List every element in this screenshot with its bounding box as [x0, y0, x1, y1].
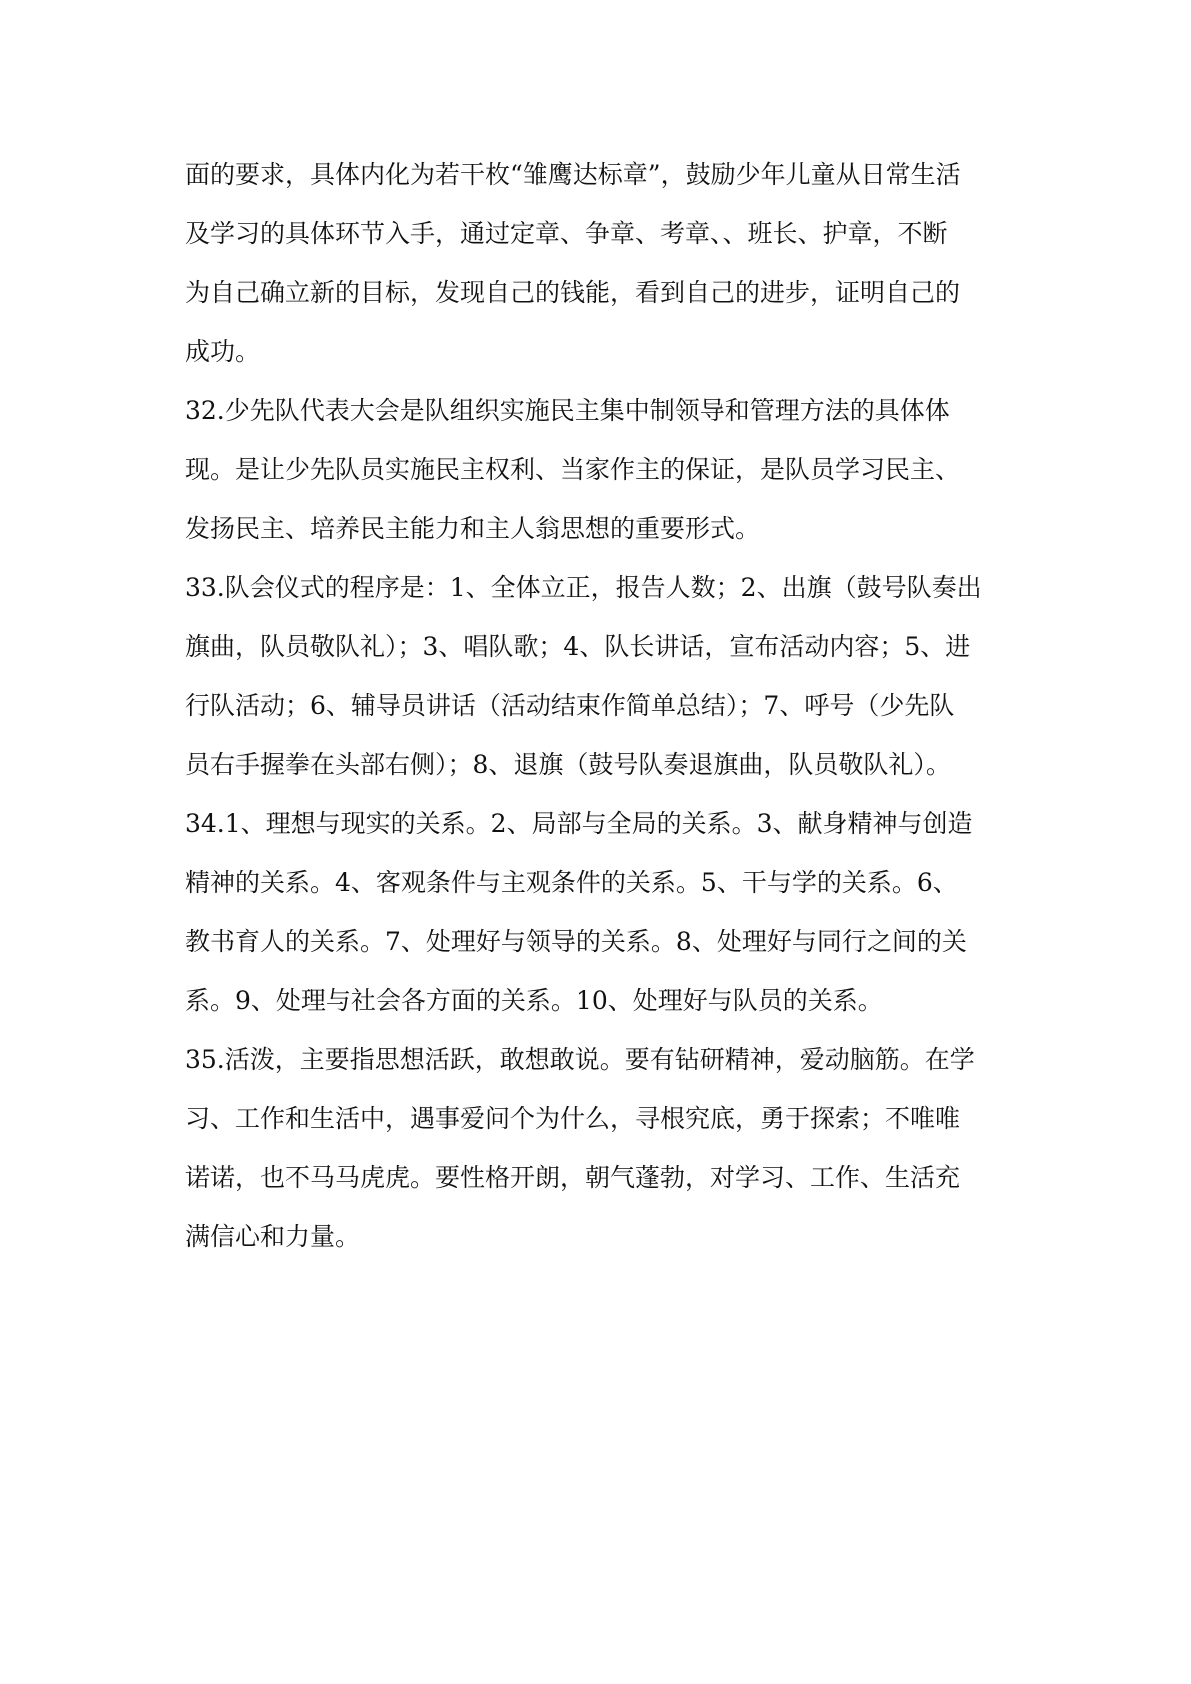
text-line: 面的要求，具体内化为若干枚“雏鹰达标章”，鼓励少年儿童从日常生活 [185, 160, 961, 189]
text-line: 为自己确立新的目标，发现自己的钱能，看到自己的进步，证明自己的 [185, 278, 961, 307]
text-line: 员右手握拳在头部右侧）；8、退旗（鼓号队奏退旗曲，队员敬队礼）。 [185, 750, 951, 779]
text-line: 精神的关系。4、客观条件与主观条件的关系。5、干与学的关系。6、 [185, 868, 958, 897]
text-line: 35.活泼，主要指思想活跃，敢想敢说。要有钻研精神，爱动脑筋。在学 [185, 1045, 975, 1074]
text-line: 满信心和力量。 [185, 1222, 361, 1251]
text-line: 系。9、处理与社会各方面的关系。10、处理好与队员的关系。 [185, 986, 883, 1015]
document-body [185, 145, 1025, 1266]
text-line: 教书育人的关系。7、处理好与领导的关系。8、处理好与同行之间的关 [185, 927, 967, 956]
text-line: 33.队会仪式的程序是：1、全体立正，报告人数；2、出旗（鼓号队奏出 [185, 573, 982, 602]
text-line: 习、工作和生活中，遇事爱问个为什么，寻根究底，勇于探索；不唯唯 [185, 1104, 961, 1133]
text-line: 旗曲，队员敬队礼）；3、唱队歌；4、队长讲话，宣布活动内容；5、进 [185, 632, 971, 661]
text-line: 行队活动；6、辅导员讲话（活动结束作简单总结）；7、呼号（少先队 [185, 691, 955, 720]
text-line: 32.少先队代表大会是队组织实施民主集中制领导和管理方法的具体体 [185, 396, 950, 425]
text-line: 及学习的具体环节入手，通过定章、争章、考章、、班长、护章，不断 [185, 219, 948, 248]
text-line: 现。是让少先队员实施民主权利、当家作主的保证，是队员学习民主、 [185, 455, 961, 484]
text-line: 成功。 [185, 337, 261, 366]
text-line: 34.1、理想与现实的关系。2、局部与全局的关系。3、献身精神与创造 [185, 809, 973, 838]
text-line: 发扬民主、培养民主能力和主人翁思想的重要形式。 [185, 514, 761, 543]
text-line: 诺诺，也不马马虎虎。要性格开朗，朝气蓬勃，对学习、工作、生活充 [185, 1163, 961, 1192]
